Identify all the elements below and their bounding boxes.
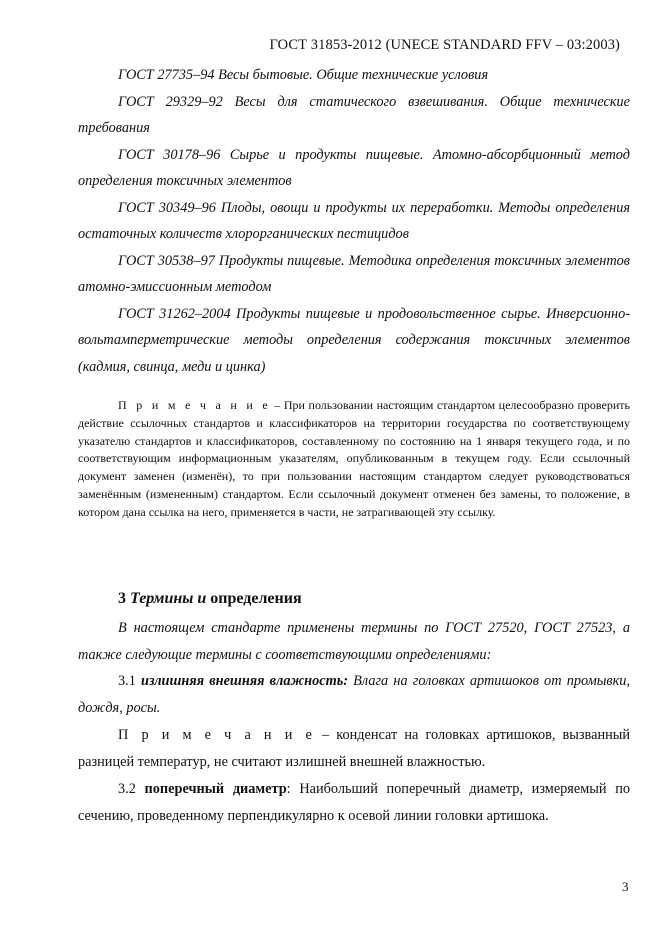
term-name: излишняя внешняя влажность: [141,673,348,689]
section-title-bold: определения [210,590,302,607]
term-colon: : [286,781,291,797]
section-number: 3 [118,590,126,607]
note-references [78,397,630,522]
note-dash: – [270,398,284,412]
page-number: 3 [622,879,629,894]
section-intro: В настоящем стандарте применены термины по ГОСТ 27520, ГОСТ 27523, а также следующие термины с соответствующими определениями: [78,620,630,663]
note-term-3-1 [78,722,630,775]
reference-item: ГОСТ 30178–96 Сырье и продукты пищевые. Атомно-абсорбционный метод определения токсичных элементов [78,146,630,189]
note-text: При пользовании настоящим стандартом целесообразно проверить действие ссылочных стандартов и классификаторов на территории государства по соответствующему указателю стандартов и классификаторов, составленному по состоянию на 1 января текущего года, и по соответствующим информационным указателям, опубликованным в текущем году. Если ссылочный документ заменен (изменён), то при пользовании настоящим стандартом следует руководствоваться заменённым (измененным) стандартом. Если ссылочный документ отменен без замены, то положение, в котором дана ссылка на него, применяется в части, не затрагивающей эту ссылку. [78,398,630,519]
reference-item: ГОСТ 27735–94 Весы бытовые. Общие технические условия [118,67,489,83]
reference-item: ГОСТ 30538–97 Продукты пищевые. Методика определения токсичных элементов атомно-эмиссионным методом [78,252,630,295]
note-label: П р и м е ч а н и е [118,398,271,412]
note-label: П р и м е ч а н и е [118,727,315,743]
term-definition: Наибольший поперечный диаметр, измеряемый по сечению, проведенному перпендикулярно к осевой линии головки артишока. [78,781,630,824]
term-number: 3.2 [118,781,136,797]
term-3-1 [78,668,630,721]
reference-item: ГОСТ 31262–2004 Продукты пищевые и продовольственное сырье. Инверсионно-вольтамперметрические методы определения содержания токсичных элементов (кадмия, свинца, меди и цинка) [78,305,630,375]
term-name: поперечный диаметр [144,781,287,797]
note-dash: – [314,727,337,743]
reference-item: ГОСТ 30349–96 Плоды, овощи и продукты их переработки. Методы определения остаточных количеств хлорорганических пестицидов [78,199,630,242]
running-header: ГОСТ 31853-2012 (UNECE STANDARD FFV – 03:2003) [269,37,620,53]
note-text: конденсат на головках артишоков, вызванный разницей температур, не считают излишней внешней влажностью. [78,727,631,770]
reference-item: ГОСТ 29329–92 Весы для статического взвешивания. Общие технические требования [78,93,630,136]
term-definition: Влага на головках артишоков от промывки, дождя, росы. [78,673,631,716]
term-number: 3.1 [118,673,136,689]
section-heading [118,590,302,608]
reference-list [78,62,630,380]
term-3-2 [78,776,630,829]
section-title-italic: Термины и [130,590,207,607]
